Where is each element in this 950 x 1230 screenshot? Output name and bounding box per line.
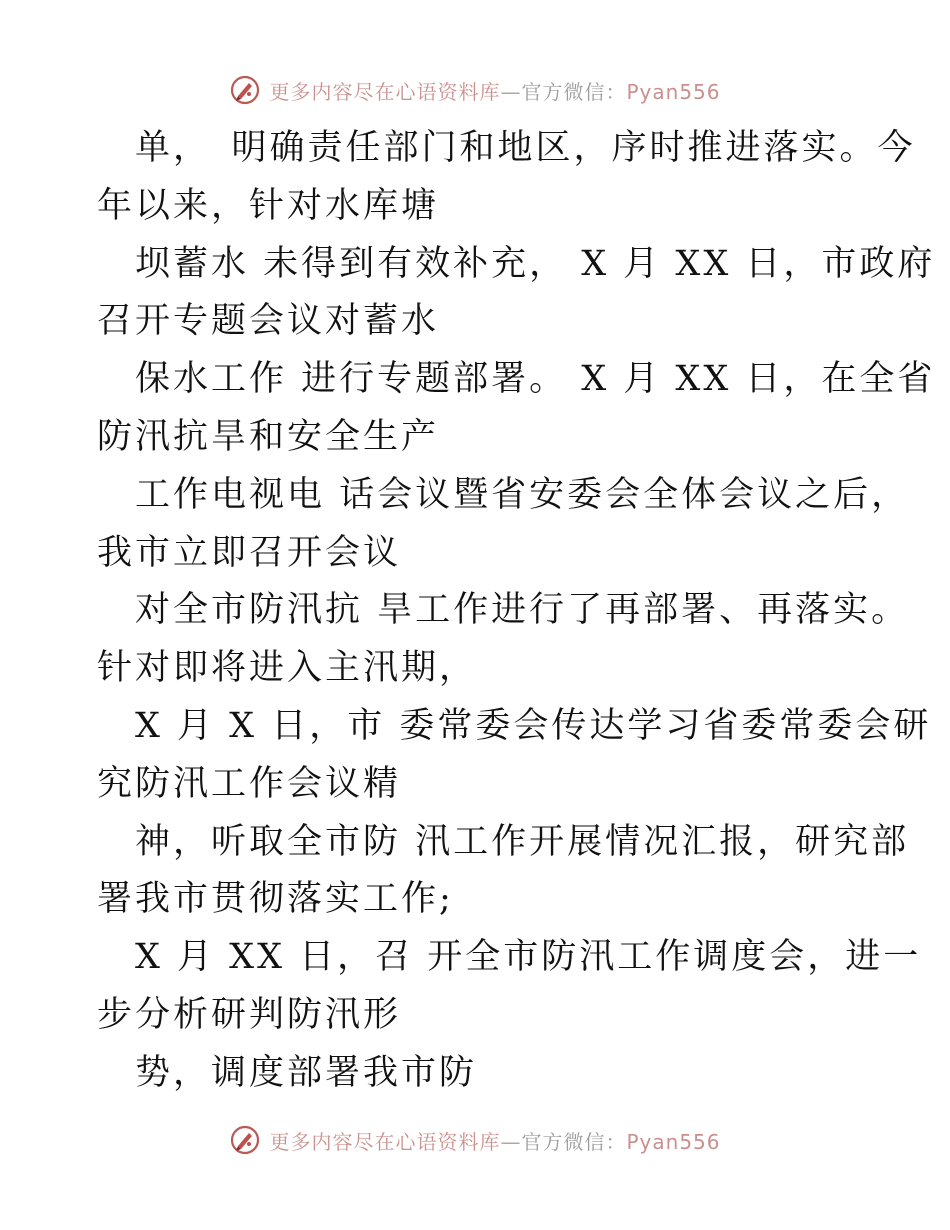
watermark-wechat-label: 官方微信： xyxy=(521,1129,627,1154)
text-line: 召开专题会议对蓄水 xyxy=(97,301,440,342)
watermark-brand: 更多内容尽在心语资料库 xyxy=(269,1129,501,1154)
document-body xyxy=(97,120,936,1103)
text-line: X 月 XX 日，召 开全市防汛工作调度会，进一 xyxy=(135,937,922,978)
text-line: 单， 明确责任部门和地区，序时推进落实。今 xyxy=(135,128,916,168)
watermark-dash: — xyxy=(500,79,522,104)
watermark-wechat-label: 官方微信： xyxy=(521,79,627,104)
text-line: 年以来，针对水库塘 xyxy=(97,185,440,226)
watermark-dash: — xyxy=(500,1129,522,1154)
text-line: 针对即将进入主汛期， xyxy=(97,648,478,689)
text-line: X 月 X 日，市 委常委会传达学习省委常委会研 xyxy=(135,705,932,746)
text-line: 步分析研判防汛形 xyxy=(97,994,402,1035)
text-line: 署我市贯彻落实工作; xyxy=(97,879,454,920)
watermark-wechat-id: Pyan556 xyxy=(626,1129,721,1154)
text-line: 我市立即召开会议 xyxy=(97,532,402,573)
text-line: 工作电视电 话会议暨省安委会全体会议之后， xyxy=(135,474,910,515)
text-line: 势，调度部署我市防 xyxy=(135,1052,478,1093)
header-watermark xyxy=(0,70,950,110)
text-line: 神，听取全市防 汛工作开展情况汇报，研究部 xyxy=(135,821,910,862)
footer-watermark xyxy=(0,1120,950,1160)
text-line: 究防汛工作会议精 xyxy=(97,763,402,804)
pen-logo-icon xyxy=(229,74,261,106)
pen-logo-icon xyxy=(229,1124,261,1156)
text-line: 坝蓄水 未得到有效补充， X 月 XX 日，市政府 xyxy=(135,243,936,284)
text-line: 防汛抗旱和安全生产 xyxy=(97,416,440,457)
text-line: 对全市防汛抗 旱工作进行了再部署、再落实。 xyxy=(135,590,910,631)
watermark-brand: 更多内容尽在心语资料库 xyxy=(269,79,501,104)
text-line: 保水工作 进行专题部署。 X 月 XX 日，在全省 xyxy=(135,359,936,400)
watermark-wechat-id: Pyan556 xyxy=(626,79,721,104)
